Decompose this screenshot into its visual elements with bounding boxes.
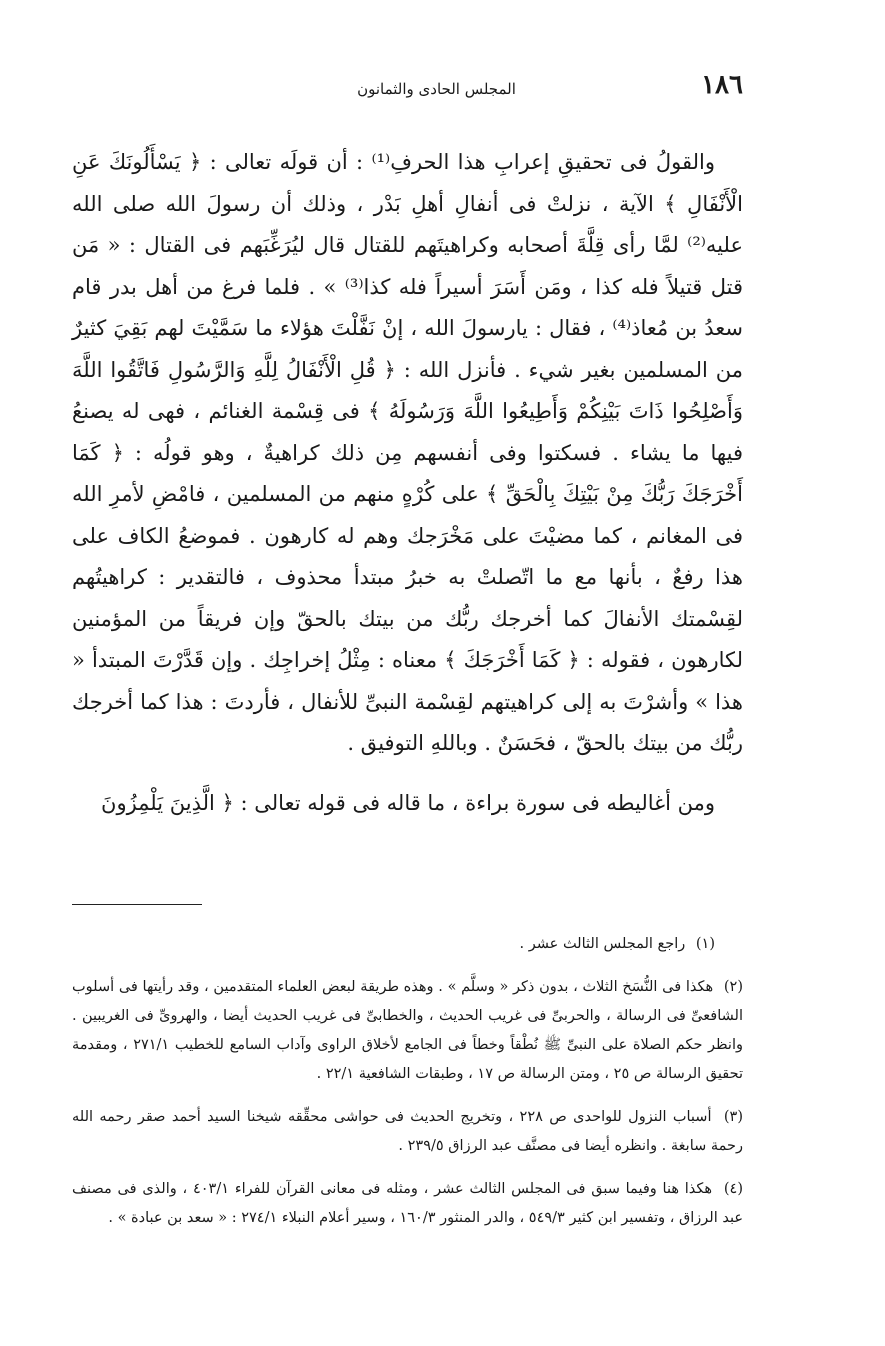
main-text [72, 142, 743, 824]
running-title: المجلس الحادى والثمانون [357, 80, 516, 98]
footnote-marker: (١) [695, 936, 715, 952]
footnote-text: هكذا فى النُّسَخ الثلاث ، بدون ذكر « وسلَّم » . وهذه طريقة لبعض العلماء المتقدمين ، وقد رأيتها فى أسلوب الشافعىِّ فى الرسالة ، والحربىِّ فى غريب الحديث ، والخطابىِّ فى غريب الحديث أيضا ، والهروىِّ فى الغريبين . وانظر حكم الصلاة على النبىِّ ﷺ نُطْقاً وخطاً فى الجامع لأخلاق الراوى وآداب السامع للخطيب ٢٧١/١ ، ومقدمة تحقيق الرسالة ص ٢٥ ، ومتن الرسالة ص ١٧ ، وطبقات الشافعية ٢٢/١ . [72, 979, 743, 1082]
footnote-marker: (٢) [723, 979, 744, 995]
footnote-3 [72, 1103, 743, 1161]
page-number: ١٨٦ [701, 70, 743, 100]
footnote-marker: (٤) [723, 1181, 743, 1197]
body-paragraph-1: والقولُ فى تحقيقِ إعرابِ هذا الحرفِ⁽¹⁾ : أن قولَه تعالى : ﴿ يَسْأَلُونَكَ عَنِ الْأَنْفَالِ ﴾ الآية ، نزلتْ فى أنفالِ أهلِ بَدْر ، وذلك أن رسولَ الله صلى الله عليه⁽²⁾ لمَّا رأى قِلَّةَ أصحابه وكراهيتَهم للقتال قال ليُرَغِّبَهم فى القتال : « مَن قتل قتيلاً فله كذا ، ومَن أَسَرَ أسيراً فله كذا⁽³⁾ » . فلما فرغ من أهل بدر قام سعدُ بن مُعاذ⁽⁴⁾ ، فقال : يارسولَ الله ، إنْ نَفَّلْتَ هؤلاء ما سَمَّيْتَ لهم بَقِيَ كثيرٌ من المسلمين بغير شيء . فأنزل الله : ﴿ قُلِ الْأَنْفَالُ لِلَّهِ وَالرَّسُولِ فَاتَّقُوا اللَّهَ وَأَصْلِحُوا ذَاتَ بَيْنِكُمْ وَأَطِيعُوا اللَّهَ وَرَسُولَهُ ﴾ فى قِسْمة الغنائم ، فهى له يصنعُ فيها ما يشاء . فسكتوا وفى أنفسهم مِن ذلك كراهيةٌ ، وهو قولُه : ﴿ كَمَا أَخْرَجَكَ رَبُّكَ مِنْ بَيْتِكَ بِالْحَقِّ ﴾ على كُرْهٍ منهم من المسلمين ، فامْضِ لأمرِ الله فى المغانم ، كما مضيْتَ على مَخْرَجك وهم له كارهون . فموضعُ الكاف على هذا رفعٌ ، بأنها مع ما اتّصلتْ به خبرُ مبتدأ محذوف ، فالتقدير : كراهيتُهم لقِسْمتك الأنفالَ كما أخرجك ربُّك من بيتك بالحقّ وإن فريقاً من المؤمنين لكارهون ، فقوله : ﴿ كَمَا أَخْرَجَكَ ﴾ معناه : مِثْلُ إخراجِك . وإن قَدَّرْتَ المبتدأ « هذا » وأشرْتَ به إلى كراهيتهم لقِسْمة النبىِّ للأنفال ، فأردتَ : هذا كما أخرجك ربُّك من بيتك بالحقّ ، فحَسَنٌ . وباللهِ التوفيق . [72, 150, 743, 755]
footnote-divider [72, 904, 202, 905]
page-header [70, 70, 743, 110]
footnotes [72, 930, 743, 1247]
footnote-marker: (٣) [723, 1109, 743, 1125]
footnote-text: راجع المجلس الثالث عشر . [519, 936, 686, 952]
footnote-2 [72, 973, 743, 1089]
footnote-4 [72, 1175, 743, 1233]
footnote-text: أسباب النزول للواحدى ص ٢٢٨ ، وتخريج الحديث فى حواشى محقِّقه شيخنا السيد أحمد صقر رحمه الله رحمة سابغة . وانظره أيضا فى مصنَّف عبد الرزاق ٢٣٩/٥ . [72, 1109, 743, 1154]
body-paragraph-2: ومن أغاليطه فى سورة براءة ، ما قاله فى قوله تعالى : ﴿ الَّذِينَ يَلْمِزُونَ [101, 790, 715, 815]
footnote-text: هكذا هنا وفيما سبق فى المجلس الثالث عشر ، ومثله فى معانى القرآن للفراء ٤٠٣/١ ، والذى فى مصنف عبد الرزاق ، وتفسير ابن كثير ٥٤٩/٣ ، والدر المنثور ١٦٠/٣ ، وسير أعلام النبلاء ٢٧٤/١ : « سعد بن عبادة » . [72, 1181, 743, 1226]
footnote-1 [72, 930, 743, 959]
